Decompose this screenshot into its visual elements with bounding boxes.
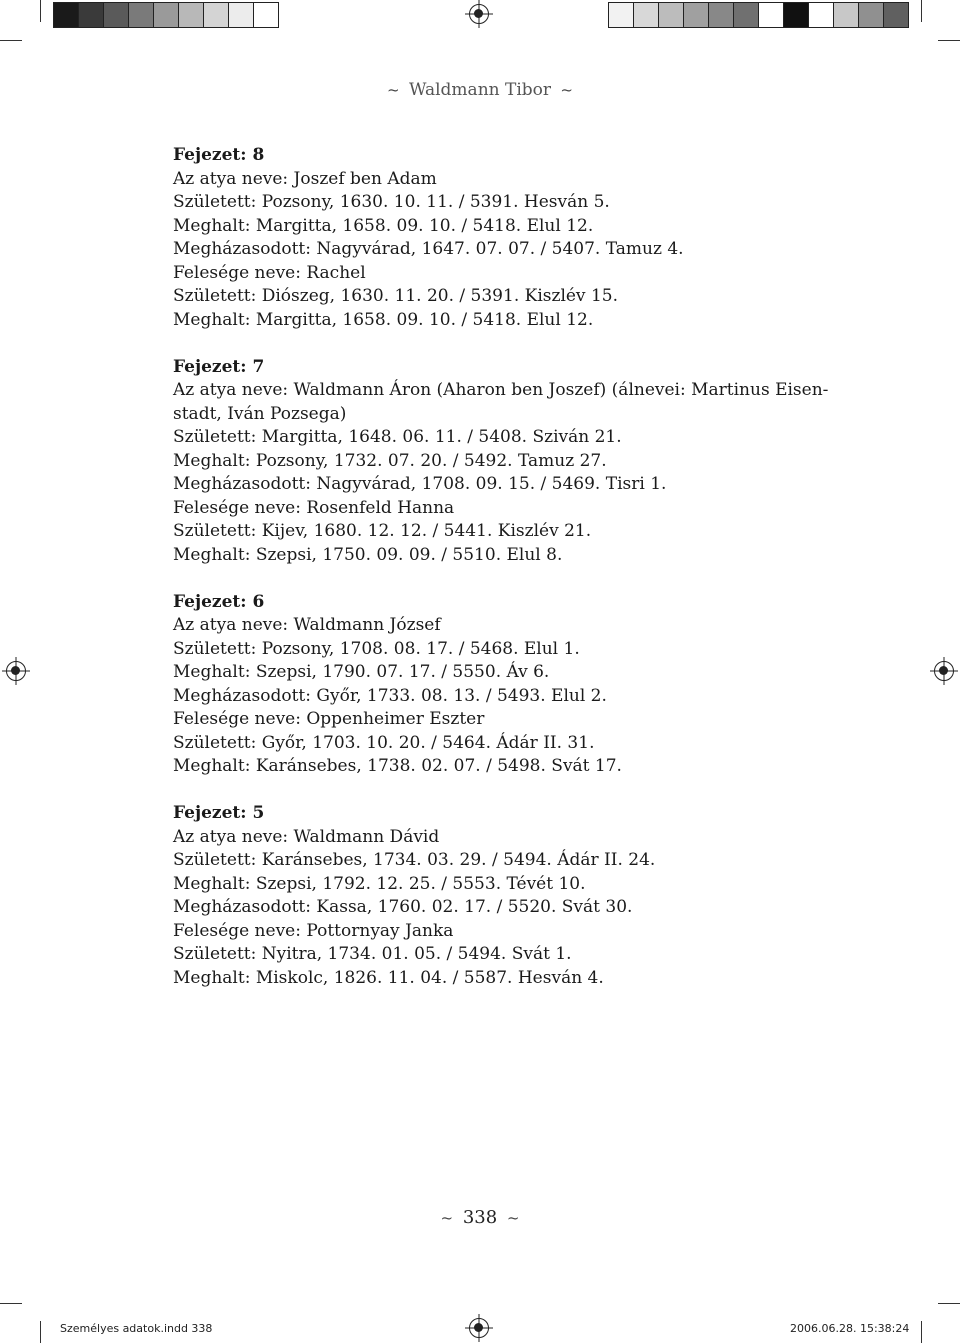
record-line: Meghalt: Miskolc, 1826. 11. 04. / 5587. Hesván 4. (173, 967, 604, 988)
color-swatch (758, 2, 784, 28)
record-line: Az atya neve: Waldmann Áron (Aharon ben Joszef) (álnevei: Martinus Eisen- (173, 380, 829, 400)
chapter-title: Fejezet: 8 (173, 145, 265, 165)
record-line: stadt, Iván Pozsega) (173, 403, 347, 424)
record-line: Felesége neve: Rachel (173, 262, 366, 283)
crop-mark-bottom-right-v (921, 1321, 922, 1343)
record-line: Meghalt: Szepsi, 1750. 09. 09. / 5510. Elul 8. (173, 544, 563, 565)
color-swatch (633, 2, 659, 28)
record-line: Született: Pozsony, 1630. 10. 11. / 5391. Hesván 5. (173, 192, 610, 212)
ornament-left-icon: ~ (387, 81, 400, 99)
chapter-5 (173, 802, 848, 990)
crop-mark-bottom-left-h (0, 1303, 22, 1304)
slug-timestamp: 2006.06.28. 15:38:24 (790, 1322, 910, 1335)
color-swatch (203, 2, 229, 28)
record-line: Meghalt: Szepsi, 1790. 07. 17. / 5550. Áv 6. (173, 662, 550, 682)
record-line: Született: Karánsebes, 1734. 03. 29. / 5494. Ádár II. 24. (173, 850, 656, 870)
page-number-footer (0, 1207, 960, 1228)
ornament-right-icon: ~ (506, 1209, 520, 1227)
record-line: Született: Diószeg, 1630. 11. 20. / 5391. Kiszlév 15. (173, 286, 618, 306)
crop-mark-top-left-v (40, 0, 41, 22)
color-swatch (153, 2, 179, 28)
record-line: Megházasodott: Győr, 1733. 08. 13. / 5493. Elul 2. (173, 685, 607, 706)
chapter-7 (173, 356, 848, 568)
chapter-title: Fejezet: 6 (173, 591, 265, 612)
record-line: Meghalt: Margitta, 1658. 09. 10. / 5418. Elul 12. (173, 309, 594, 330)
header-title: Waldmann Tibor (408, 80, 552, 100)
color-swatch (178, 2, 204, 28)
crop-mark-top-left-h (0, 40, 22, 41)
chapter-title: Fejezet: 7 (173, 356, 265, 377)
color-swatch (833, 2, 859, 28)
record-line: Az atya neve: Joszef ben Adam (173, 168, 437, 189)
page-number: 338 (462, 1207, 498, 1228)
record-line: Született: Pozsony, 1708. 08. 17. / 5468. Elul 1. (173, 638, 580, 659)
color-swatch (228, 2, 254, 28)
record-line: Született: Nyitra, 1734. 01. 05. / 5494. Svát 1. (173, 944, 572, 964)
crop-mark-bottom-right-h (938, 1303, 960, 1304)
chapter-6 (173, 591, 848, 779)
record-line: Született: Margitta, 1648. 06. 11. / 5408. Sziván 21. (173, 427, 622, 447)
chapter-8 (173, 144, 848, 332)
ornament-right-icon: ~ (560, 81, 573, 99)
record-line: Felesége neve: Pottornyay Janka (173, 920, 454, 941)
record-line: Meghalt: Margitta, 1658. 09. 10. / 5418. Elul 12. (173, 215, 594, 236)
color-swatch (708, 2, 734, 28)
record-line: Az atya neve: Waldmann Dávid (173, 826, 440, 847)
running-header (0, 80, 960, 100)
record-line: Született: Győr, 1703. 10. 20. / 5464. Ádár II. 31. (173, 732, 595, 753)
record-line: Megházasodott: Nagyvárad, 1647. 07. 07. / 5407. Tamuz 4. (173, 239, 684, 259)
color-swatch (683, 2, 709, 28)
chapter-title: Fejezet: 5 (173, 803, 265, 823)
record-line: Az atya neve: Waldmann József (173, 615, 441, 635)
color-swatch (808, 2, 834, 28)
crop-mark-bottom-left-v (40, 1321, 41, 1343)
color-swatch (858, 2, 884, 28)
crop-mark-top-right-v (921, 0, 922, 22)
color-swatch (253, 2, 279, 28)
record-line: Megházasodott: Kassa, 1760. 02. 17. / 5520. Svát 30. (173, 897, 633, 917)
color-swatch (53, 2, 79, 28)
registration-mark-bottom-icon (469, 1318, 489, 1338)
slug-filename: Személyes adatok.indd 338 (60, 1322, 213, 1335)
color-bar-left (53, 2, 278, 28)
record-line: Meghalt: Szepsi, 1792. 12. 25. / 5553. Tévét 10. (173, 873, 586, 894)
color-swatch (103, 2, 129, 28)
registration-mark-left-icon (6, 661, 26, 681)
color-bar-right (608, 2, 908, 28)
registration-mark-right-icon (934, 661, 954, 681)
color-swatch (658, 2, 684, 28)
record-line: Meghalt: Karánsebes, 1738. 02. 07. / 5498. Svát 17. (173, 756, 622, 776)
color-swatch (608, 2, 634, 28)
document-body (173, 144, 848, 1014)
crop-mark-top-right-h (938, 40, 960, 41)
record-line: Meghalt: Pozsony, 1732. 07. 20. / 5492. Tamuz 27. (173, 450, 607, 471)
record-line: Megházasodott: Nagyvárad, 1708. 09. 15. / 5469. Tisri 1. (173, 474, 667, 494)
color-swatch (783, 2, 809, 28)
ornament-left-icon: ~ (440, 1209, 454, 1227)
registration-mark-top-icon (469, 4, 489, 24)
record-line: Felesége neve: Oppenheimer Eszter (173, 709, 485, 729)
color-swatch (78, 2, 104, 28)
color-swatch (883, 2, 909, 28)
record-line: Született: Kijev, 1680. 12. 12. / 5441. Kiszlév 21. (173, 521, 592, 541)
record-line: Felesége neve: Rosenfeld Hanna (173, 497, 455, 518)
color-swatch (128, 2, 154, 28)
color-swatch (733, 2, 759, 28)
